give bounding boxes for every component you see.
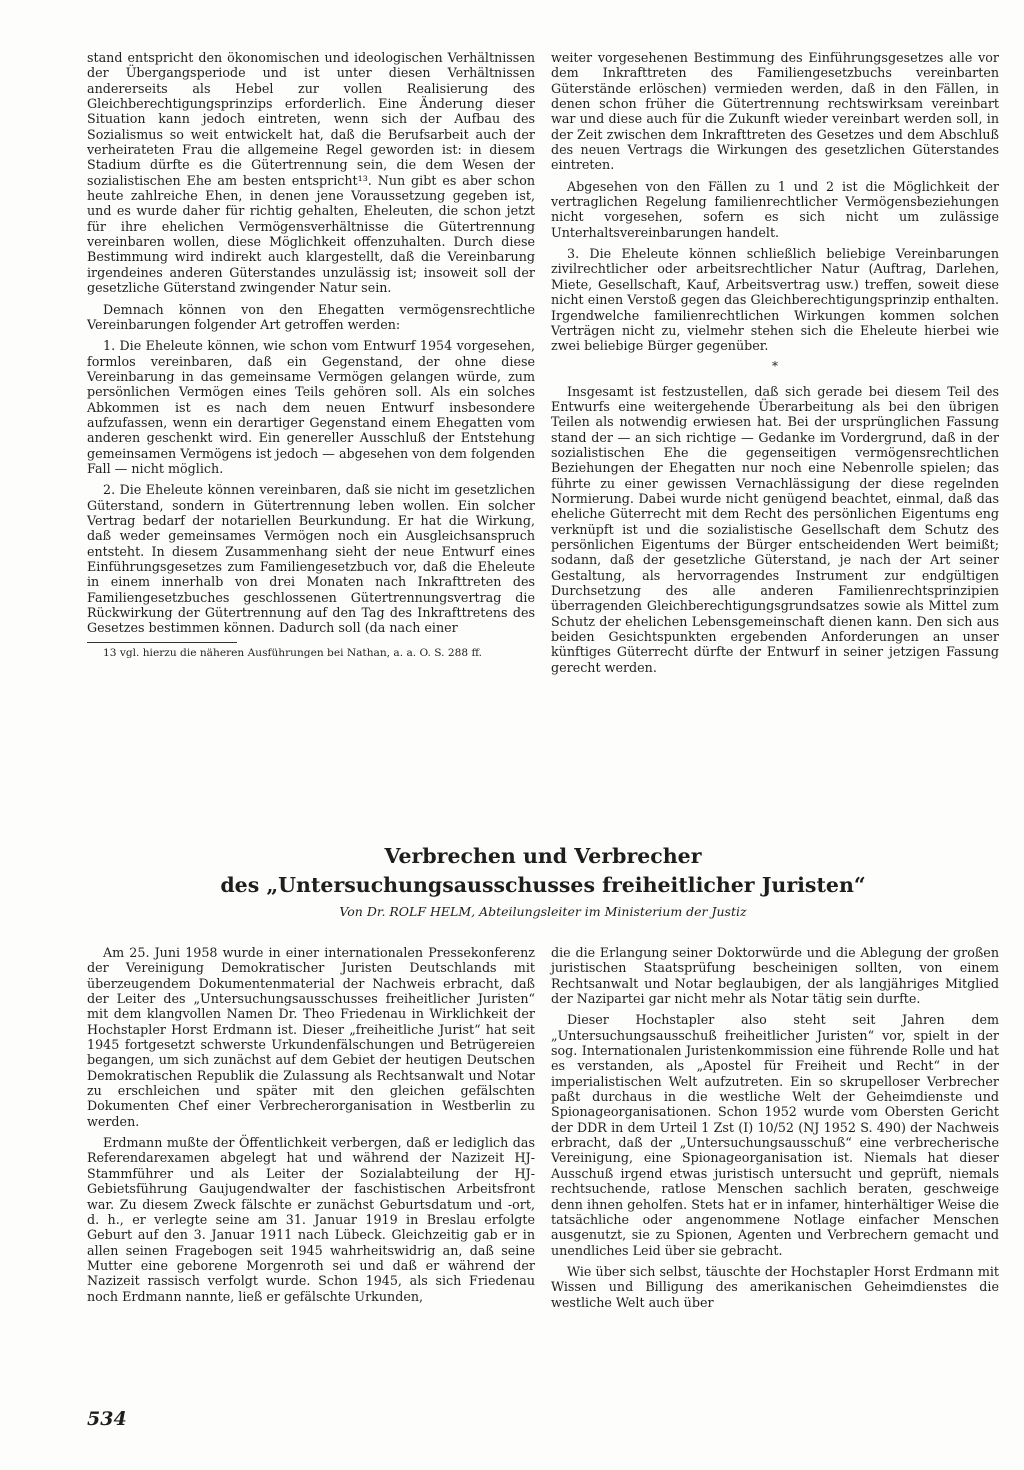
footnote: 13 vgl. hierzu die näheren Ausführungen bei Nathan, a. a. O. S. 288 ff. <box>103 646 483 659</box>
paragraph: 1. Die Eheleute können, wie schon vom Entwurf 1954 vorgesehen, formlos vereinbaren, daß ein Gegenstand, der ohne diese Vereinbarung in das gemeinsame Vermögen gelangen würde, zum persönlichen Vermögen eines Teils gehören soll. Als ein solches Abkommen ist es nach dem neuen Entwurf insbesondere aufzufassen, wenn ein derartiger Gegenstand einem Ehegatten vom anderen geschenkt wird. Ein genereller Ausschluß der Entstehung gemeinsamen Vermögens ist jedoch — abgesehen von dem folgenden Fall — nicht möglich. <box>87 338 535 476</box>
paragraph: Wie über sich selbst, täuschte der Hochstapler Horst Erdmann mit Wissen und Billigung des amerikanischen Geheimdienstes die westliche Welt auch über <box>551 1263 999 1310</box>
page-number: 534 <box>87 1408 127 1430</box>
bottom-left-column <box>87 945 535 1310</box>
article-byline: Von Dr. ROLF HELM, Abteilungsleiter im Ministerium der Justiz <box>339 904 747 919</box>
bottom-right-column <box>551 945 999 1316</box>
section-separator: * <box>772 358 778 373</box>
paragraph: Demnach können von den Ehegatten vermögensrechtliche Vereinbarungen folgender Art getroffen werden: <box>87 301 535 332</box>
paragraph: weiter vorgesehenen Bestimmung des Einführungsgesetzes alle vor dem Inkrafttreten des Familiengesetzbuchs vereinbarten Güterstände erlöschen) vermieden werden, daß in den Fällen, in denen schon früher die Gütertrennung rechtswirksam vereinbart war und diese auch für die Zukunft wieder vereinbart werden soll, in der Zeit zwischen dem Inkrafttreten des Gesetzes und dem Abschluß des neuen Vertrags die Wirkungen des gesetzlichen Güterstandes eintreten. <box>551 50 999 173</box>
footnote-rule <box>87 642 237 643</box>
article-title <box>87 842 999 900</box>
paragraph: stand entspricht den ökonomischen und ideologischen Verhältnissen der Übergangsperiode und ist unter diesen Verhältnissen andererseits als Hebel zur vollen Realisierung des Gleichberechtigungsprinzips erforderlich. Eine Änderung dieser Situation kann jedoch eintreten, wenn sich der Aufbau des Sozialismus so weit entwickelt hat, daß die Berufsarbeit auch der verheirateten Frau die allgemeine Regel geworden ist: in diesem Stadium dürfte es die Gütertrennung sein, die dem Wesen der sozialistischen Ehe am besten entspricht¹³. Nun gibt es aber schon heute zahlreiche Ehen, in denen jene Voraussetzung gegeben ist, und es wurde daher für richtig gehalten, Eheleuten, die schon jetzt für ihre ehelichen Vermögensverhältnisse die Gütertrennung vereinbaren wollen, diese Möglichkeit offenzuhalten. Durch diese Bestimmung wird indirekt auch klargestellt, daß die Vereinbarung irgendeines anderen Güterstandes unzulässig ist; insoweit soll der gesetzliche Güterstand zwingender Natur sein. <box>87 50 535 296</box>
paragraph: Erdmann mußte der Öffentlichkeit verbergen, daß er lediglich das Referendarexamen abgelegt hat und während der Nazizeit HJ-Stammführer und als Leiter der Sozialabteilung der HJ-Gebietsführung Gaujugendwalter der faschistischen Arbeitsfront war. Zu diesem Zweck fälschte er zunächst Geburtsdatum und -ort, d. h., er verlegte seine am 31. Januar 1919 in Breslau erfolgte Geburt auf den 3. Januar 1911 nach Lübeck. Gleichzeitig gab er in allen seinen Fragebogen seit 1945 wahrheitswidrig an, daß seine Mutter eine geborene Morgenroth sei und daß er während der Nazizeit rassisch verfolgt wurde. Schon 1945, als sich Friedenau noch Erdmann nannte, ließ er gefälschte Urkunden, <box>87 1135 535 1304</box>
paragraph: Insgesamt ist festzustellen, daß sich gerade bei diesem Teil des Entwurfs eine weitergehende Überarbeitung als bei den übrigen Teilen als notwendig erwiesen hat. Bei der ursprünglichen Fassung stand der — an sich richtige — Gedanke im Vordergrund, daß in der sozialistischen Ehe die gegenseitigen vermögensrechtlichen Beziehungen der Ehegatten nur noch eine Nebenrolle spielen; das führte zu einer gewissen Vernachlässigung der diese regelnden Normierung. Dabei wurde nicht genügend beachtet, einmal, daß das eheliche Güterrecht mit dem Recht des persönlichen Eigentums eng verknüpft ist und die sozialistische Gesellschaft dem Schutz des persönlichen Eigentums der Bürger entscheidenden Wert beimißt; sodann, daß der gesetzliche Güterstand, je nach der Art seiner Gestaltung, als hervorragendes Instrument zur endgültigen Durchsetzung des alle anderen Familienrechtsprinzipien überragenden Gleichberechtigungsgrundsatzes sowie als Mittel zum Schutz der ehelichen Lebensgemeinschaft dienen kann. Den sich aus beiden Gesichtspunkten ergebenden Anforderungen an unser künftiges Güterrecht dürfte der Entwurf in seiner jetzigen Fassung gerecht werden. <box>551 383 999 675</box>
article-title-line-1: Verbrechen und Verbrecher <box>384 844 702 868</box>
top-right-column <box>551 50 999 681</box>
paragraph: die die Erlangung seiner Doktorwürde und die Ablegung der großen juristischen Staatsprüfung bescheinigen sollten, von einem Rechtsanwalt und Notar beglaubigen, der als langjähriges Mitglied der Nazipartei gar nicht mehr als Notar tätig sein durfte. <box>551 945 999 1007</box>
paragraph: 2. Die Eheleute können vereinbaren, daß sie nicht im gesetzlichen Güterstand, sondern in Gütertrennung leben wollen. Ein solcher Vertrag bedarf der notariellen Beurkundung. Er hat die Wirkung, daß weder gemeinsames Vermögen noch ein Ausgleichsanspruch entsteht. In diesem Zusammenhang sieht der neue Entwurf eines Einführungsgesetzes zum Familiengesetzbuch vor, daß die Eheleute in einem innerhalb von drei Monaten nach Inkrafttreten des Familiengesetzbuches geschlossenen Gütertrennungsvertrag die Rückwirkung der Gütertrennung auf den Tag des Inkrafttretens des Gesetzes bestimmen können. Dadurch soll (da nach einer <box>87 482 535 636</box>
paragraph: Am 25. Juni 1958 wurde in einer internationalen Pressekonferenz der Vereinigung Demokratischer Juristen Deutschlands mit überzeugendem Dokumentenmaterial der Nachweis erbracht, daß der Leiter des „Untersuchungsausschusses freiheitlicher Juristen“ mit dem klangvollen Namen Dr. Theo Friedenau in Wirklichkeit der Hochstapler Horst Erdmann ist. Dieser „freiheitliche Jurist“ hat seit 1945 fortgesetzt schwerste Urkundenfälschungen und Betrügereien begangen, um sich zunächst auf dem Gebiet der heutigen Deutschen Demokratischen Republik die Zulassung als Rechtsanwalt und Notar zu erschleichen und später mit den gleichen gefälschten Dokumenten Chef einer Verbrecherorganisation in Westberlin zu werden. <box>87 945 535 1129</box>
article-title-line-2: des „Untersuchungsausschusses freiheitlicher Juristen“ <box>220 873 866 897</box>
paragraph: 3. Die Eheleute können schließlich beliebige Vereinbarungen zivilrechtlicher oder arbeitsrechtlicher Natur (Auftrag, Darlehen, Miete, Gesellschaft, Kauf, Arbeitsvertrag usw.) treffen, soweit diese nicht einen Verstoß gegen das Gleichberechtigungsprinzip enthalten. Irgendwelche familienrechtlichen Wirkungen kommen solchen Verträgen nicht zu, vielmehr stehen sich die Eheleute hierbei wie zwei beliebige Bürger gegenüber. <box>551 246 999 354</box>
paragraph: Dieser Hochstapler also steht seit Jahren dem „Untersuchungsausschuß freiheitlicher Juristen“ vor, spielt in der sog. Internationalen Juristenkommission eine führende Rolle und hat es verstanden, als „Apostel für Freiheit und Recht“ in der imperialistischen Welt aufzutreten. Ein so skrupelloser Verbrecher paßt durchaus in die westliche Welt der Geheimdienste und Spionageorganisationen. Schon 1952 wurde vom Obersten Gericht der DDR in dem Urteil 1 Zst (I) 10/52 (NJ 1952 S. 490) der Nachweis erbracht, daß der „Untersuchungsausschuß“ eine verbrecherische Vereinigung, eine Spionageorganisation ist. Niemals hat dieser Ausschuß irgend etwas juristisch untersucht und geprüft, niemals rechtsuchende, ratlose Menschen sachlich beraten, geschweige denn ihnen geholfen. Stets hat er in infamer, hinterhältiger Weise die tatsächliche oder angenommene Notlage einfacher Menschen ausgenutzt, sie zu Spionen, Agenten und Verbrechern gemacht und unendliches Leid über sie gebracht. <box>551 1012 999 1258</box>
top-left-column <box>87 50 535 666</box>
paragraph: Abgesehen von den Fällen zu 1 und 2 ist die Möglichkeit der vertraglichen Regelung familienrechtlicher Vermögensbeziehungen nicht vorgesehen, sofern es sich nicht um zulässige Unterhaltsvereinbarungen handelt. <box>551 178 999 240</box>
